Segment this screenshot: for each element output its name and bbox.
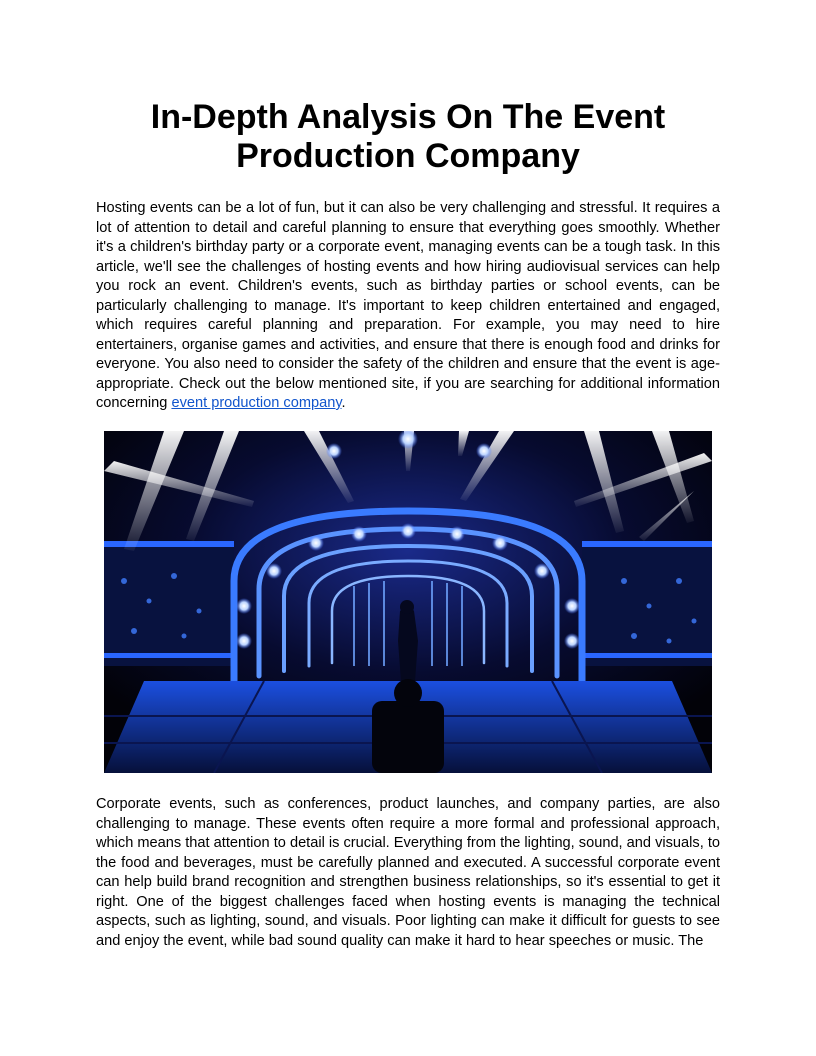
intro-text: Hosting events can be a lot of fun, but it can also be very challenging and stressful. It requires a lot of attention to detail and careful planning to ensure that everything goes smoothly. Whether it's a children's birthday party or a corporate event, managing events can be a tough task. In this article, we'll see the challenges of hosting events and how hiring audiovisual services can help you rock an event. Children's events, such as birthday parties or school events, can be particularly challenging to manage. It's important to keep children entertained and engaged, which requires careful planning and preparation. For example, you may need to hire entertainers, organise games and activities, and ensure that there is enough food and drinks for everyone. You also need to consider the safety of the children and ensure that the event is age-appropriate. Check out the below mentioned site, if you are searching for additional information concerning [96,200,720,411]
page-title: In-Depth Analysis On The Event Production Company [150,98,666,175]
stage-photo [104,431,712,773]
intro-end: . [341,395,346,411]
intro-paragraph [96,199,720,414]
corporate-paragraph: Corporate events, such as conferences, product launches, and company parties, are also challenging to manage. These events often require a more formal and professional approach, which means that attention to detail is crucial. Everything from the lighting, sound, and visuals, to the food and beverages, must be carefully planned and executed. A successful corporate event can help build brand recognition and strengthen business relationships, so it's essential to get it right. One of the biggest challenges faced when hosting events is managing the technical aspects, such as lighting, sound, and visuals. Poor lighting can make it difficult for guests to see and enjoy the event, while bad sound quality can make it hard to hear speeches or music. The [96,796,720,949]
event-production-link[interactable]: event production company [171,395,342,411]
